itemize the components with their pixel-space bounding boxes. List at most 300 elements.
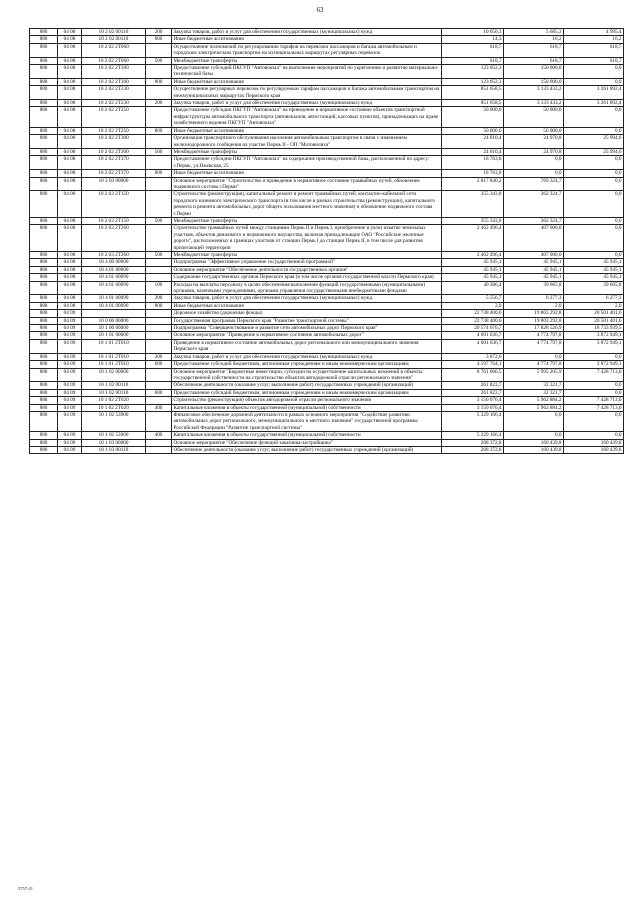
cell-expense-type: 500 bbox=[146, 148, 172, 155]
cell-amount-year-2: 5 685,3 bbox=[504, 29, 564, 36]
table-row bbox=[30, 191, 624, 218]
cell-amount-year-1: 3 150 076,4 bbox=[442, 397, 504, 404]
cell-description: Иные бюджетные ассигнования bbox=[172, 170, 442, 177]
cell-amount-year-3: 7 428 713,0 bbox=[564, 397, 624, 404]
cell-ministry-code: 880 bbox=[30, 135, 58, 149]
table-row bbox=[30, 148, 624, 155]
cell-section-code: 04 08 bbox=[58, 177, 82, 191]
cell-expense-type bbox=[146, 382, 172, 389]
cell-amount-year-3: 3 872 949,1 bbox=[564, 339, 624, 353]
cell-ministry-code: 880 bbox=[30, 36, 58, 43]
cell-section-code: 04 08 bbox=[58, 78, 82, 85]
table-row bbox=[30, 127, 624, 134]
cell-ministry-code: 880 bbox=[30, 446, 58, 453]
cell-section-code: 04 08 bbox=[58, 65, 82, 79]
cell-section-code: 04 08 bbox=[58, 274, 82, 281]
table-row bbox=[30, 107, 624, 127]
cell-target-article: 10 2 02 2T100 bbox=[82, 78, 146, 85]
cell-expense-type: 600 bbox=[146, 361, 172, 368]
cell-amount-year-3: 25 994,6 bbox=[564, 135, 624, 149]
cell-section-code: 04 09 bbox=[58, 446, 82, 453]
cell-amount-year-2: 45 945,1 bbox=[504, 274, 564, 281]
cell-amount-year-3: 0,0 bbox=[564, 252, 624, 259]
cell-amount-year-2: 407 000,0 bbox=[504, 252, 564, 259]
cell-description: Обеспечение деятельности (оказание услуг, выполнение работ) государственных учреждений (организаций) bbox=[172, 446, 442, 453]
cell-expense-type bbox=[146, 107, 172, 127]
cell-amount-year-3: 45 945,1 bbox=[564, 266, 624, 273]
cell-expense-type bbox=[146, 439, 172, 446]
cell-amount-year-2: 0,0 bbox=[504, 170, 564, 177]
budget-table bbox=[29, 28, 624, 454]
cell-expense-type: 500 bbox=[146, 57, 172, 64]
cell-expense-type bbox=[146, 317, 172, 324]
cell-section-code: 04 09 bbox=[58, 325, 82, 332]
cell-amount-year-1: 45 945,1 bbox=[442, 274, 504, 281]
cell-expense-type bbox=[146, 156, 172, 170]
cell-description: Приведение в нормативное состояние автомобильных дорог регионального или межмуниципального значения Пермского края bbox=[172, 339, 442, 353]
cell-target-article: 10 2 02 2T230 bbox=[82, 86, 146, 100]
cell-amount-year-3: 20 501 401,6 bbox=[564, 310, 624, 317]
table-row bbox=[30, 310, 624, 317]
cell-amount-year-1: 22 738 400,6 bbox=[442, 310, 504, 317]
cell-amount-year-2: 45 945,1 bbox=[504, 259, 564, 266]
cell-ministry-code: 880 bbox=[30, 439, 58, 446]
cell-section-code: 04 08 bbox=[58, 259, 82, 266]
cell-expense-type bbox=[146, 191, 172, 218]
cell-expense-type bbox=[146, 339, 172, 353]
cell-ministry-code: 880 bbox=[30, 389, 58, 396]
cell-target-article: 10 1 02 2T020 bbox=[82, 404, 146, 411]
cell-ministry-code: 880 bbox=[30, 217, 58, 224]
cell-amount-year-2: 5 962 884,2 bbox=[504, 397, 564, 404]
cell-ministry-code: 880 bbox=[30, 361, 58, 368]
cell-amount-year-2: 150 000,0 bbox=[504, 65, 564, 79]
cell-amount-year-2: 3 133 433,2 bbox=[504, 100, 564, 107]
cell-expense-type: 500 bbox=[146, 217, 172, 224]
table-row bbox=[30, 135, 624, 149]
cell-section-code: 04 08 bbox=[58, 29, 82, 36]
cell-target-article: 10 2 02 2T300 bbox=[82, 135, 146, 149]
table-row bbox=[30, 302, 624, 309]
cell-amount-year-2: 0,0 bbox=[504, 432, 564, 439]
cell-target-article: 10 2 03 2T150 bbox=[82, 191, 146, 218]
cell-section-code: 04 08 bbox=[58, 127, 82, 134]
table-row bbox=[30, 389, 624, 396]
table-row bbox=[30, 281, 624, 295]
cell-section-code: 04 08 bbox=[58, 191, 82, 218]
cell-amount-year-2: 618,7 bbox=[504, 57, 564, 64]
cell-amount-year-3: 7 428 713,0 bbox=[564, 404, 624, 411]
cell-description: Капитальные вложения в объекты государственной (муниципальной) собственности bbox=[172, 404, 442, 411]
cell-amount-year-2: 45 945,1 bbox=[504, 266, 564, 273]
cell-target-article: 10 2 02 2T060 bbox=[82, 43, 146, 57]
cell-amount-year-3: 0,0 bbox=[564, 353, 624, 360]
table-row bbox=[30, 317, 624, 324]
cell-ministry-code: 880 bbox=[30, 252, 58, 259]
table-row bbox=[30, 86, 624, 100]
cell-amount-year-3: 45 945,1 bbox=[564, 274, 624, 281]
cell-description: Основное мероприятие "Обеспечение деятельности государственных органов" bbox=[172, 266, 442, 273]
cell-amount-year-1: 4 597 764,1 bbox=[442, 361, 504, 368]
cell-description: Предоставление субсидий бюджетным, автономным учреждениям и иным некоммерческим организациям bbox=[172, 361, 442, 368]
cell-amount-year-1: 45 945,1 bbox=[442, 259, 504, 266]
cell-description: Основное мероприятие "Строительство и приведение в нормативное состояние трамвайных путей, обновление подвижного состава г.Перми" bbox=[172, 177, 442, 191]
cell-amount-year-2: 150 000,0 bbox=[504, 78, 564, 85]
table-row bbox=[30, 353, 624, 360]
cell-amount-year-1: 18 763,8 bbox=[442, 156, 504, 170]
cell-description: Расходы на выплаты персоналу в целях обеспечения выполнения функций государственными (муниципальными) органами, казенными учреждениями, органами управления государственными внебюджетными фондами bbox=[172, 281, 442, 295]
cell-ministry-code: 880 bbox=[30, 148, 58, 155]
cell-amount-year-2: 4 774 797,8 bbox=[504, 339, 564, 353]
cell-amount-year-2: 19 803 292,8 bbox=[504, 317, 564, 324]
cell-amount-year-1: 22 738 400,6 bbox=[442, 317, 504, 324]
cell-expense-type bbox=[146, 411, 172, 431]
cell-amount-year-1: 355 343,8 bbox=[442, 191, 504, 218]
cell-expense-type bbox=[146, 332, 172, 339]
cell-amount-year-2: 24 970,8 bbox=[504, 135, 564, 149]
cell-description: Иные бюджетные ассигнования bbox=[172, 36, 442, 43]
table-row bbox=[30, 368, 624, 382]
table-row bbox=[30, 259, 624, 266]
cell-description: Содержание государственных органов Пермского края (в том числе органов государственной власти Пермского края) bbox=[172, 274, 442, 281]
table-row bbox=[30, 100, 624, 107]
cell-amount-year-2: 39 665,8 bbox=[504, 281, 564, 295]
cell-amount-year-2: 16,2 bbox=[504, 36, 564, 43]
cell-target-article: 10 2 03 2T260 bbox=[82, 225, 146, 252]
cell-target-article: 10 1 02 53900 bbox=[82, 432, 146, 439]
cell-amount-year-3: 0,0 bbox=[564, 78, 624, 85]
cell-section-code: 04 08 bbox=[58, 148, 82, 155]
cell-amount-year-1: 5 556,7 bbox=[442, 295, 504, 302]
cell-expense-type bbox=[146, 135, 172, 149]
cell-amount-year-3: 0,0 bbox=[564, 411, 624, 431]
cell-description: Межбюджетные трансферты bbox=[172, 217, 442, 224]
cell-section-code: 04 09 bbox=[58, 404, 82, 411]
cell-expense-type: 600 bbox=[146, 389, 172, 396]
cell-amount-year-1: 5 329 166,4 bbox=[442, 411, 504, 431]
table-row bbox=[30, 361, 624, 368]
cell-amount-year-3: 618,7 bbox=[564, 57, 624, 64]
cell-description: Строительство (реконструкция), капитальный ремонт и ремонт трамвайных путей, контактно-кабельной сети городского наземного электрического транспорта (в том числе в рамках строительства (реконструкции), капитального ремонта и ремонта автомобильных дорог общего пользования местного значения) и обновление подвижного состава г.Перми bbox=[172, 191, 442, 218]
cell-description: Основное мероприятие "Обеспечение функций заказчика-застройщика" bbox=[172, 439, 442, 446]
cell-amount-year-3: 0,0 bbox=[564, 191, 624, 218]
cell-target-article bbox=[82, 310, 146, 317]
cell-ministry-code: 880 bbox=[30, 404, 58, 411]
cell-amount-year-2: 4 774 797,8 bbox=[504, 361, 564, 368]
cell-amount-year-1: 618,7 bbox=[442, 57, 504, 64]
cell-target-article: 10 2 02 2T300 bbox=[82, 148, 146, 155]
cell-section-code: 04 08 bbox=[58, 107, 82, 127]
cell-amount-year-1: 2,0 bbox=[442, 302, 504, 309]
cell-target-article: 10 1 02 00000 bbox=[82, 368, 146, 382]
cell-amount-year-1: 2 817 840,2 bbox=[442, 177, 504, 191]
table-row bbox=[30, 446, 624, 453]
cell-amount-year-2: 50 000,0 bbox=[504, 127, 564, 134]
table-row bbox=[30, 274, 624, 281]
cell-amount-year-2: 0,0 bbox=[504, 411, 564, 431]
cell-expense-type bbox=[146, 43, 172, 57]
cell-amount-year-1: 3 872,6 bbox=[442, 353, 504, 360]
cell-description: Строительство трамвайных путей между станциями Пермь II и Пермь I, приобретение и (или) изъятие земельных участков, объектов движимого и недвижимого имущества, включая принадлежащие ОАО "Российские железные дороги", расположенных в границах участков от станции Пермь I до станции Пермь II, в том числе для развития прилегающей территории bbox=[172, 225, 442, 252]
cell-expense-type bbox=[146, 397, 172, 404]
cell-amount-year-3: 0,0 bbox=[564, 107, 624, 127]
cell-section-code: 04 08 bbox=[58, 266, 82, 273]
cell-target-article: 10 4 01 00000 bbox=[82, 266, 146, 273]
cell-amount-year-3: 3 261 892,4 bbox=[564, 100, 624, 107]
cell-section-code: 04 09 bbox=[58, 411, 82, 431]
table-row bbox=[30, 156, 624, 170]
cell-expense-type: 200 bbox=[146, 353, 172, 360]
table-row bbox=[30, 439, 624, 446]
cell-target-article: 10 2 03 00000 bbox=[82, 177, 146, 191]
cell-expense-type bbox=[146, 259, 172, 266]
cell-amount-year-3: 0,0 bbox=[564, 217, 624, 224]
cell-target-article: 10 2 02 2T370 bbox=[82, 170, 146, 177]
cell-amount-year-1: 24 010,4 bbox=[442, 135, 504, 149]
cell-section-code: 04 09 bbox=[58, 382, 82, 389]
cell-description: Межбюджетные трансферты bbox=[172, 57, 442, 64]
cell-section-code: 04 09 bbox=[58, 439, 82, 446]
cell-section-code: 04 08 bbox=[58, 100, 82, 107]
cell-ministry-code: 880 bbox=[30, 86, 58, 100]
cell-ministry-code: 880 bbox=[30, 382, 58, 389]
cell-ministry-code: 880 bbox=[30, 295, 58, 302]
cell-amount-year-1: 20 574 676,7 bbox=[442, 325, 504, 332]
cell-amount-year-3: 0,0 bbox=[564, 170, 624, 177]
cell-amount-year-1: 208 372,8 bbox=[442, 439, 504, 446]
table-row bbox=[30, 339, 624, 353]
cell-amount-year-2: 5 962 884,2 bbox=[504, 404, 564, 411]
cell-section-code: 04 08 bbox=[58, 135, 82, 149]
cell-description: Подпрограмма "Совершенствование и развитие сети автомобильных дорог Пермского края" bbox=[172, 325, 442, 332]
cell-expense-type: 100 bbox=[146, 281, 172, 295]
cell-amount-year-2: 3 133 433,2 bbox=[504, 86, 564, 100]
cell-target-article: 10 2 02 2T370 bbox=[82, 156, 146, 170]
cell-amount-year-1: 4 601 636,7 bbox=[442, 332, 504, 339]
cell-amount-year-3: 160 439,8 bbox=[564, 439, 624, 446]
cell-ministry-code: 880 bbox=[30, 170, 58, 177]
cell-amount-year-2: 160 439,8 bbox=[504, 439, 564, 446]
cell-ministry-code: 880 bbox=[30, 156, 58, 170]
cell-amount-year-1: 261 823,7 bbox=[442, 382, 504, 389]
cell-amount-year-3: 160 439,8 bbox=[564, 446, 624, 453]
cell-section-code: 04 09 bbox=[58, 353, 82, 360]
cell-description: Закупка товаров, работ и услуг для обеспечения государственных (муниципальных) нужд bbox=[172, 29, 442, 36]
cell-target-article: 10 2 02 2T250 bbox=[82, 107, 146, 127]
cell-expense-type bbox=[146, 86, 172, 100]
table-row bbox=[30, 29, 624, 36]
cell-target-article: 10 4 01 00090 bbox=[82, 281, 146, 295]
cell-section-code: 04 08 bbox=[58, 225, 82, 252]
cell-ministry-code: 880 bbox=[30, 411, 58, 431]
cell-ministry-code: 880 bbox=[30, 302, 58, 309]
cell-amount-year-1: 14,3 bbox=[442, 36, 504, 43]
cell-amount-year-3: 4 995,4 bbox=[564, 29, 624, 36]
cell-ministry-code: 880 bbox=[30, 339, 58, 353]
cell-ministry-code: 880 bbox=[30, 274, 58, 281]
cell-description: Иные бюджетные ассигнования bbox=[172, 78, 442, 85]
cell-description: Предоставление субсидий ПКГУП "Автовокзал" на выполнение мероприятий по укреплению и развитию материально-технической базы bbox=[172, 65, 442, 79]
cell-expense-type: 200 bbox=[146, 100, 172, 107]
cell-description: Иные бюджетные ассигнования bbox=[172, 302, 442, 309]
cell-amount-year-2: 4 774 797,8 bbox=[504, 332, 564, 339]
cell-section-code: 04 08 bbox=[58, 170, 82, 177]
cell-description: Осуществление регулярных перевозок по регулируемым тарифам пассажиров и багажа автомобильным транспортом на межмуниципальных маршрутах Пермского края bbox=[172, 86, 442, 100]
cell-amount-year-3: 7 428 713,0 bbox=[564, 368, 624, 382]
cell-amount-year-3: 45 945,1 bbox=[564, 259, 624, 266]
cell-expense-type bbox=[146, 225, 172, 252]
cell-expense-type: 800 bbox=[146, 170, 172, 177]
cell-amount-year-1: 851 658,5 bbox=[442, 86, 504, 100]
cell-description: Государственная программа Пермского края "Развитие транспортной системы" bbox=[172, 317, 442, 324]
table-row bbox=[30, 43, 624, 57]
table-row bbox=[30, 170, 624, 177]
cell-target-article: 10 1 01 2T010 bbox=[82, 361, 146, 368]
cell-amount-year-2: 618,7 bbox=[504, 43, 564, 57]
table-row bbox=[30, 432, 624, 439]
cell-expense-type: 400 bbox=[146, 404, 172, 411]
cell-description: Строительство (реконструкция) объектов автодорожной отрасли регионального значения bbox=[172, 397, 442, 404]
cell-amount-year-2: 50 000,0 bbox=[504, 107, 564, 127]
cell-ministry-code: 880 bbox=[30, 266, 58, 273]
cell-ministry-code: 880 bbox=[30, 78, 58, 85]
cell-amount-year-3: 0,0 bbox=[564, 389, 624, 396]
cell-description: Закупка товаров, работ и услуг для обеспечения государственных (муниципальных) нужд bbox=[172, 100, 442, 107]
table-row bbox=[30, 36, 624, 43]
cell-target-article: 10 1 02 53900 bbox=[82, 411, 146, 431]
cell-expense-type: 400 bbox=[146, 432, 172, 439]
cell-amount-year-1: 8 761 066,5 bbox=[442, 368, 504, 382]
cell-target-article: 10 2 03 2T260 bbox=[82, 252, 146, 259]
cell-description: Предоставление субсидии ПКГУП "Автовокзал" на содержание производственной базы, расположенной по адресу: г.Пермь, ул.Ижевская, 25 bbox=[172, 156, 442, 170]
cell-target-article: 10 2 02 00110 bbox=[82, 36, 146, 43]
table-row bbox=[30, 404, 624, 411]
cell-amount-year-3: 6 277,3 bbox=[564, 295, 624, 302]
cell-target-article: 10 1 02 2T020 bbox=[82, 397, 146, 404]
cell-target-article: 10 4 00 00000 bbox=[82, 259, 146, 266]
cell-amount-year-1: 45 945,1 bbox=[442, 266, 504, 273]
cell-section-code: 04 08 bbox=[58, 295, 82, 302]
table-row bbox=[30, 325, 624, 332]
cell-target-article: 10 1 01 00000 bbox=[82, 332, 146, 339]
cell-amount-year-1: 2 462 496,4 bbox=[442, 252, 504, 259]
cell-expense-type: 800 bbox=[146, 36, 172, 43]
cell-amount-year-2: 407 000,0 bbox=[504, 225, 564, 252]
cell-ministry-code: 880 bbox=[30, 100, 58, 107]
cell-description: Капитальные вложения в объекты государственной (муниципальной) собственности bbox=[172, 432, 442, 439]
cell-target-article: 10 1 03 00110 bbox=[82, 446, 146, 453]
cell-section-code: 04 09 bbox=[58, 361, 82, 368]
cell-target-article: 10 0 00 00000 bbox=[82, 317, 146, 324]
document-code: 5757-21 bbox=[18, 886, 33, 891]
cell-amount-year-1: 4 601 636,7 bbox=[442, 339, 504, 353]
cell-amount-year-2: 24 970,8 bbox=[504, 148, 564, 155]
cell-target-article: 10 1 01 2T010 bbox=[82, 339, 146, 353]
cell-target-article: 10 2 02 2T230 bbox=[82, 100, 146, 107]
cell-amount-year-3: 0,0 bbox=[564, 127, 624, 134]
cell-amount-year-1: 40 386,4 bbox=[442, 281, 504, 295]
cell-section-code: 04 09 bbox=[58, 432, 82, 439]
cell-expense-type: 800 bbox=[146, 78, 172, 85]
cell-amount-year-1: 24 010,4 bbox=[442, 148, 504, 155]
cell-section-code: 04 08 bbox=[58, 43, 82, 57]
cell-section-code: 04 09 bbox=[58, 368, 82, 382]
cell-expense-type: 500 bbox=[146, 252, 172, 259]
cell-description: Основное мероприятие "Приведение в нормативное состояние автомобильных дорог" bbox=[172, 332, 442, 339]
cell-amount-year-2: 32 321,7 bbox=[504, 382, 564, 389]
cell-description: Осуществление полномочий по регулированию тарифов на перевозки пассажиров и багажа автомобильным и городским электрическим транспортом на муниципальных маршрутах регулярных перевозок bbox=[172, 43, 442, 57]
cell-amount-year-1: 50 000,0 bbox=[442, 107, 504, 127]
cell-amount-year-1: 18 763,8 bbox=[442, 170, 504, 177]
cell-amount-year-3: 2,0 bbox=[564, 302, 624, 309]
table-body bbox=[30, 29, 624, 454]
cell-section-code: 04 09 bbox=[58, 317, 82, 324]
cell-amount-year-2: 769 324,7 bbox=[504, 177, 564, 191]
cell-description: Обеспечение деятельности (оказание услуг, выполнение работ) государственных учреждений (организаций) bbox=[172, 382, 442, 389]
cell-description: Предоставление субсидий бюджетным, автономным учреждениям и иным некоммерческим организациям bbox=[172, 389, 442, 396]
cell-target-article: 10 2 02 2T060 bbox=[82, 57, 146, 64]
cell-description: Предоставление субсидии ПКГУП "Автовокзал" на приведение в нормативное состояние объектов транспортной инфраструктуры автомобильного транспорта (автовокзалов, автостанций, кассовых пунктов), принадлежащих на праве хозяйственного ведения ПКГУП "Автовокзал" bbox=[172, 107, 442, 127]
cell-amount-year-3: 3 872 949,1 bbox=[564, 332, 624, 339]
cell-expense-type bbox=[146, 325, 172, 332]
table-row bbox=[30, 217, 624, 224]
cell-amount-year-3: 618,7 bbox=[564, 43, 624, 57]
cell-amount-year-3: 20 501 401,6 bbox=[564, 317, 624, 324]
cell-amount-year-2: 17 828 526,9 bbox=[504, 325, 564, 332]
cell-target-article: 10 1 02 00110 bbox=[82, 389, 146, 396]
cell-description: Закупка товаров, работ и услуг для обеспечения государственных (муниципальных) нужд bbox=[172, 353, 442, 360]
cell-ministry-code: 880 bbox=[30, 259, 58, 266]
table-row bbox=[30, 65, 624, 79]
cell-expense-type: 800 bbox=[146, 127, 172, 134]
cell-amount-year-2: 32 321,7 bbox=[504, 389, 564, 396]
cell-target-article: 10 4 01 00090 bbox=[82, 295, 146, 302]
table-row bbox=[30, 295, 624, 302]
cell-amount-year-3: 39 665,8 bbox=[564, 281, 624, 295]
cell-ministry-code: 880 bbox=[30, 43, 58, 57]
cell-target-article: 10 2 03 2T150 bbox=[82, 217, 146, 224]
cell-amount-year-1: 123 052,3 bbox=[442, 65, 504, 79]
cell-amount-year-1: 10 650,3 bbox=[442, 29, 504, 36]
cell-ministry-code: 880 bbox=[30, 107, 58, 127]
cell-amount-year-3: 16,2 bbox=[564, 36, 624, 43]
cell-target-article: 10 2 02 2T100 bbox=[82, 65, 146, 79]
cell-amount-year-3: 3 872 949,1 bbox=[564, 361, 624, 368]
cell-amount-year-1: 123 052,3 bbox=[442, 78, 504, 85]
cell-section-code: 04 09 bbox=[58, 339, 82, 353]
cell-section-code: 04 08 bbox=[58, 36, 82, 43]
cell-amount-year-1: 5 329 166,4 bbox=[442, 432, 504, 439]
cell-section-code: 04 09 bbox=[58, 332, 82, 339]
cell-amount-year-2: 5 995 205,9 bbox=[504, 368, 564, 382]
cell-amount-year-1: 355 343,8 bbox=[442, 217, 504, 224]
cell-amount-year-1: 50 000,0 bbox=[442, 127, 504, 134]
cell-ministry-code: 880 bbox=[30, 310, 58, 317]
cell-ministry-code: 880 bbox=[30, 191, 58, 218]
cell-expense-type bbox=[146, 177, 172, 191]
cell-amount-year-2: 160 439,8 bbox=[504, 446, 564, 453]
cell-description: Иные бюджетные ассигнования bbox=[172, 127, 442, 134]
cell-section-code: 04 08 bbox=[58, 302, 82, 309]
cell-section-code: 04 09 bbox=[58, 389, 82, 396]
cell-amount-year-1: 3 150 076,4 bbox=[442, 404, 504, 411]
cell-expense-type bbox=[146, 368, 172, 382]
cell-amount-year-1: 851 658,5 bbox=[442, 100, 504, 107]
cell-ministry-code: 880 bbox=[30, 127, 58, 134]
cell-expense-type bbox=[146, 65, 172, 79]
cell-target-article: 10 2 02 2T250 bbox=[82, 127, 146, 134]
cell-amount-year-2: 362 324,7 bbox=[504, 191, 564, 218]
